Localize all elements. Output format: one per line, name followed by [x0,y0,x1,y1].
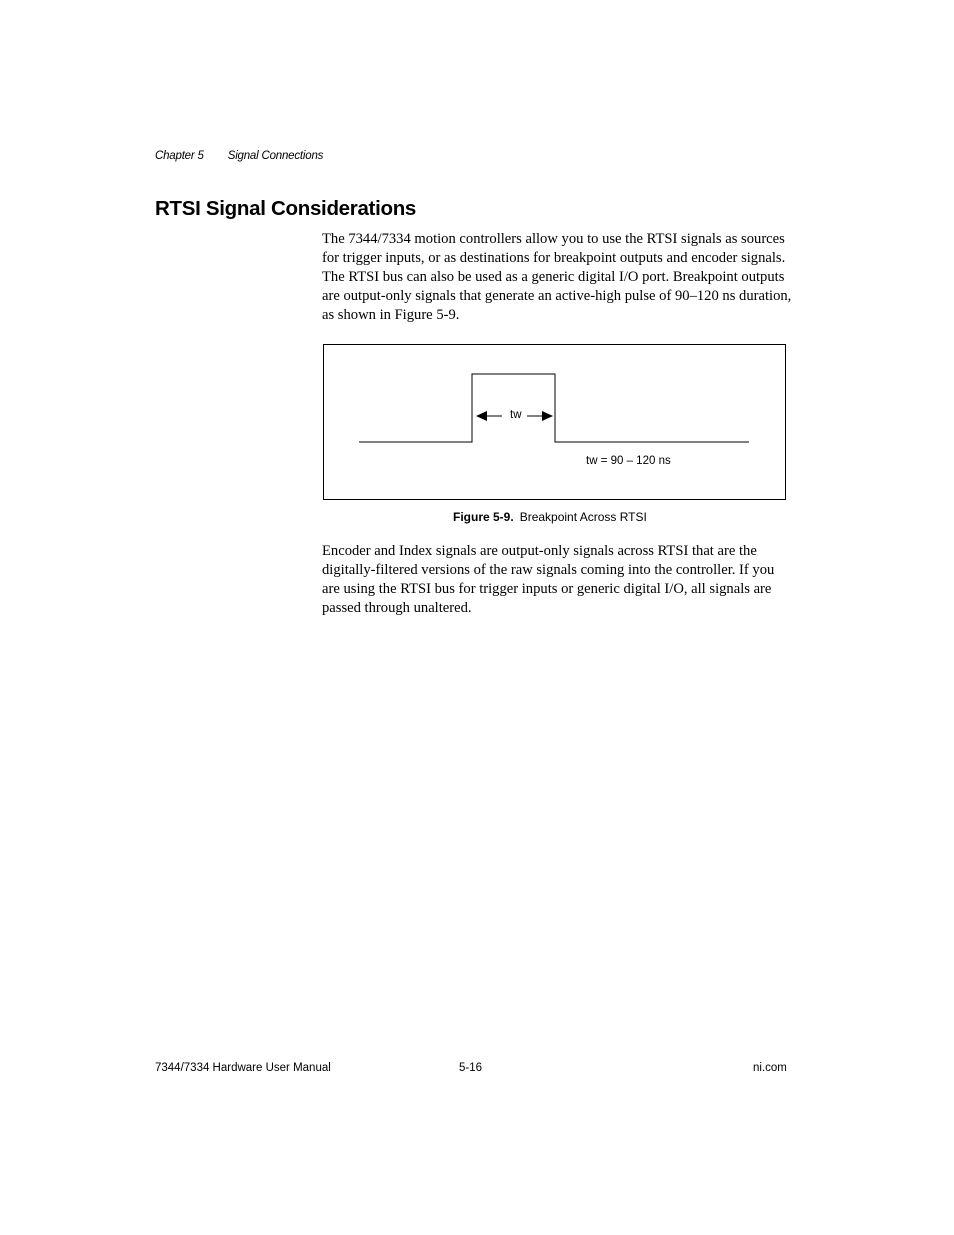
footer-page-number: 5-16 [459,1062,483,1074]
figure-caption [453,510,647,524]
footer-manual-title: 7344/7334 Hardware User Manual [155,1062,331,1074]
header-section: Signal Connections [227,150,324,162]
pulse-waveform [324,345,785,499]
footer-website: ni.com [753,1062,787,1074]
body-paragraph-encoder: Encoder and Index signals are output-only signals across RTSI that are the digitally-filtered versions of the raw signals coming into the controller. If you are using the RTSI bus for trigger inputs or generic digital I/O, all signals are passed through unaltered. [322,543,775,616]
header-chapter: Chapter 5 [155,150,204,162]
running-header [155,150,323,162]
body-paragraph-intro: The 7344/7334 motion controllers allow you to use the RTSI signals as sources for trigger inputs, or as destinations for breakpoint outputs and encoder signals. The RTSI bus can also be used as a generic digital I/O port. Breakpoint outputs are output-only signals that generate an active-high pulse of 90–120 ns duration, as shown in Figure 5-9. [322,231,792,323]
section-title: RTSI Signal Considerations [155,197,417,220]
pulse-signal-line [359,374,749,442]
figure-breakpoint-diagram [323,344,786,500]
pulse-width-label: tw [510,409,522,421]
figure-caption-number: Figure 5-9. [453,510,514,524]
figure-caption-text: Breakpoint Across RTSI [519,510,647,524]
pulse-range-label: tw = 90 – 120 ns [586,455,671,467]
